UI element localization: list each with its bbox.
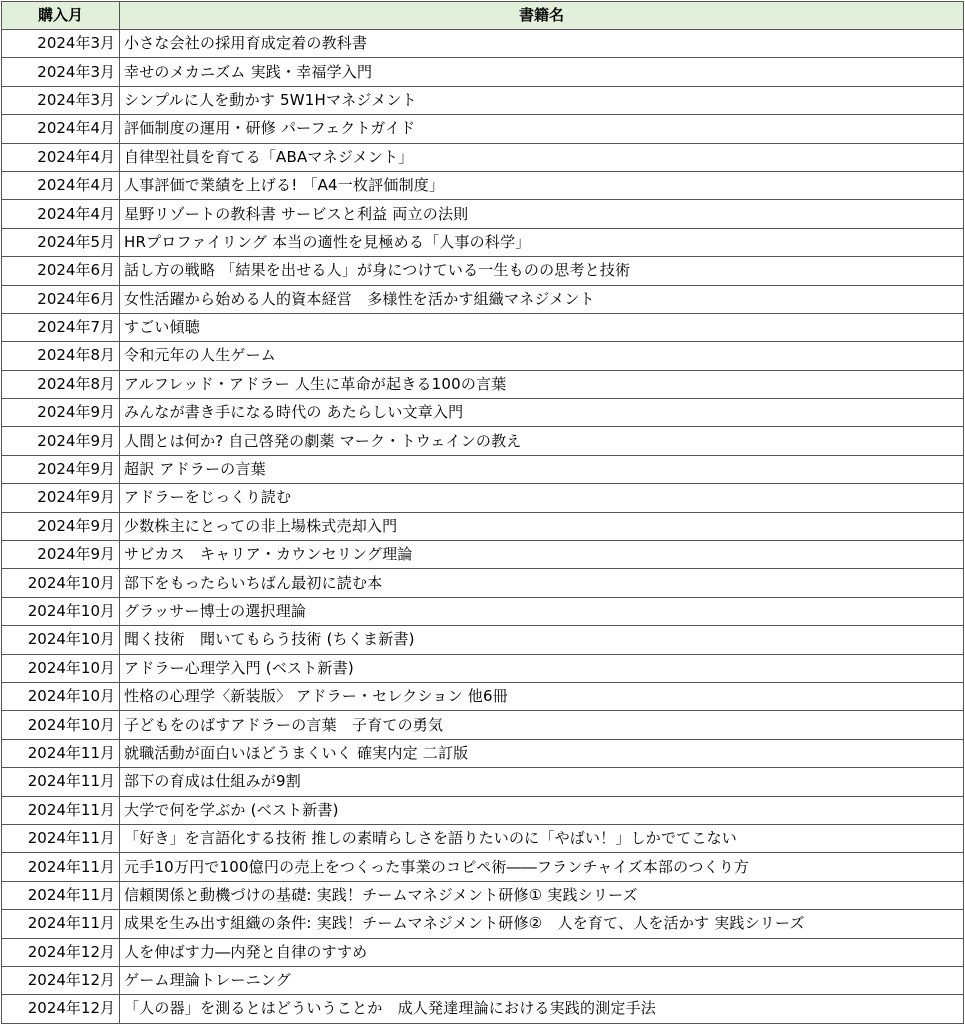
purchase-month-cell: 2024年3月	[2, 86, 120, 114]
purchase-month-cell: 2024年9月	[2, 455, 120, 483]
book-title-cell: 信頼関係と動機づけの基礎: 実践！チームマネジメント研修① 実践シリーズ	[120, 881, 964, 909]
purchase-month-cell: 2024年12月	[2, 966, 120, 994]
purchase-month-cell: 2024年10月	[2, 654, 120, 682]
purchase-month-cell: 2024年4月	[2, 171, 120, 199]
table-row	[2, 512, 964, 540]
purchase-month-cell: 2024年3月	[2, 30, 120, 58]
table-row	[2, 200, 964, 228]
purchase-month-cell: 2024年9月	[2, 541, 120, 569]
book-title-cell: みんなが書き手になる時代の あたらしい文章入門	[120, 399, 964, 427]
book-title-cell: 評価制度の運用・研修 パーフェクトガイド	[120, 115, 964, 143]
book-title-cell: 超訳 アドラーの言葉	[120, 455, 964, 483]
table-row	[2, 597, 964, 625]
book-title-cell: HRプロファイリング 本当の適性を見極める「人事の科学」	[120, 228, 964, 256]
table-row	[2, 796, 964, 824]
book-title-cell: 成果を生み出す組織の条件: 実践！チームマネジメント研修② 人を育て、人を活かす 実践シリーズ	[120, 910, 964, 938]
table-row	[2, 285, 964, 313]
purchase-month-cell: 2024年5月	[2, 228, 120, 256]
purchase-month-cell: 2024年8月	[2, 342, 120, 370]
purchase-month-cell: 2024年9月	[2, 399, 120, 427]
book-title-cell: 話し方の戦略 「結果を出せる人」が身につけている一生ものの思考と技術	[120, 257, 964, 285]
table-row	[2, 569, 964, 597]
purchase-month-cell: 2024年6月	[2, 285, 120, 313]
purchase-month-cell: 2024年11月	[2, 739, 120, 767]
book-title-cell: 「好き」を言語化する技術 推しの素晴らしさを語りたいのに「やばい！」しかでてこない	[120, 824, 964, 852]
table-row	[2, 427, 964, 455]
table-row	[2, 484, 964, 512]
table-row	[2, 938, 964, 966]
purchase-month-cell: 2024年3月	[2, 58, 120, 86]
book-title-cell: 子どもをのばすアドラーの言葉 子育ての勇気	[120, 711, 964, 739]
table-row	[2, 370, 964, 398]
table-row	[2, 30, 964, 58]
purchase-month-cell: 2024年11月	[2, 824, 120, 852]
book-title-cell: 人を伸ばす力―内発と自律のすすめ	[120, 938, 964, 966]
purchase-month-cell: 2024年12月	[2, 995, 120, 1023]
table-row	[2, 881, 964, 909]
book-title-cell: 部下の育成は仕組みが9割	[120, 768, 964, 796]
book-title-cell: シンプルに人を動かす 5W1Hマネジメント	[120, 86, 964, 114]
table-row	[2, 853, 964, 881]
book-title-cell: 人間とは何か? 自己啓発の劇薬 マーク・トウェインの教え	[120, 427, 964, 455]
book-title-cell: 令和元年の人生ゲーム	[120, 342, 964, 370]
table-row	[2, 342, 964, 370]
table-row	[2, 58, 964, 86]
table-row	[2, 626, 964, 654]
book-title-cell: 部下をもったらいちばん最初に読む本	[120, 569, 964, 597]
purchase-month-cell: 2024年10月	[2, 626, 120, 654]
table-row	[2, 399, 964, 427]
table-row	[2, 313, 964, 341]
purchase-month-cell: 2024年10月	[2, 682, 120, 710]
book-title-cell: アドラー心理学入門 (ベスト新書)	[120, 654, 964, 682]
table-row	[2, 541, 964, 569]
book-title-cell: 幸せのメカニズム 実践・幸福学入門	[120, 58, 964, 86]
table-row	[2, 228, 964, 256]
table-row	[2, 143, 964, 171]
table-row	[2, 682, 964, 710]
purchase-month-cell: 2024年11月	[2, 881, 120, 909]
purchase-month-cell: 2024年7月	[2, 313, 120, 341]
book-title-cell: 自律型社員を育てる「ABAマネジメント」	[120, 143, 964, 171]
header-row	[2, 2, 964, 30]
purchase-month-cell: 2024年9月	[2, 512, 120, 540]
table-row	[2, 257, 964, 285]
purchase-month-cell: 2024年10月	[2, 597, 120, 625]
book-title-cell: 星野リゾートの教科書 サービスと利益 両立の法則	[120, 200, 964, 228]
purchase-month-cell: 2024年11月	[2, 768, 120, 796]
book-title-cell: 人事評価で業績を上げる! 「A4一枚評価制度」	[120, 171, 964, 199]
book-title-cell: ゲーム理論トレーニング	[120, 966, 964, 994]
book-title-cell: 就職活動が面白いほどうまくいく 確実内定 二訂版	[120, 739, 964, 767]
purchase-month-cell: 2024年8月	[2, 370, 120, 398]
table-row	[2, 115, 964, 143]
book-purchase-table	[1, 1, 964, 1024]
purchase-month-cell: 2024年12月	[2, 938, 120, 966]
book-title-cell: 「人の器」を測るとはどういうことか 成人発達理論における実践的測定手法	[120, 995, 964, 1023]
table-row	[2, 824, 964, 852]
table-row	[2, 171, 964, 199]
table-row	[2, 654, 964, 682]
purchase-month-cell: 2024年10月	[2, 569, 120, 597]
book-title-cell: 大学で何を学ぶか (ベスト新書)	[120, 796, 964, 824]
header-purchase-month: 購入月	[2, 2, 120, 30]
table-row	[2, 768, 964, 796]
purchase-month-cell: 2024年11月	[2, 796, 120, 824]
purchase-month-cell: 2024年4月	[2, 200, 120, 228]
header-book-title: 書籍名	[120, 2, 964, 30]
table-row	[2, 910, 964, 938]
book-title-cell: 女性活躍から始める人的資本経営 多様性を活かす組織マネジメント	[120, 285, 964, 313]
book-title-cell: 少数株主にとっての非上場株式売却入門	[120, 512, 964, 540]
purchase-month-cell: 2024年11月	[2, 853, 120, 881]
book-title-cell: サビカス キャリア・カウンセリング理論	[120, 541, 964, 569]
purchase-month-cell: 2024年10月	[2, 711, 120, 739]
table-row	[2, 995, 964, 1023]
book-title-cell: 小さな会社の採用育成定着の教科書	[120, 30, 964, 58]
purchase-month-cell: 2024年4月	[2, 143, 120, 171]
book-title-cell: 元手10万円で100億円の売上をつくった事業のコピペ術――フランチャイズ本部のつくり方	[120, 853, 964, 881]
table-row	[2, 739, 964, 767]
book-title-cell: すごい傾聴	[120, 313, 964, 341]
purchase-month-cell: 2024年4月	[2, 115, 120, 143]
table-row	[2, 966, 964, 994]
book-title-cell: グラッサー博士の選択理論	[120, 597, 964, 625]
table-body	[2, 30, 964, 1024]
book-title-cell: アルフレッド・アドラー 人生に革命が起きる100の言葉	[120, 370, 964, 398]
purchase-month-cell: 2024年6月	[2, 257, 120, 285]
table-row	[2, 455, 964, 483]
book-title-cell: 聞く技術 聞いてもらう技術 (ちくま新書)	[120, 626, 964, 654]
table-row	[2, 86, 964, 114]
book-title-cell: アドラーをじっくり読む	[120, 484, 964, 512]
purchase-month-cell: 2024年11月	[2, 910, 120, 938]
book-title-cell: 性格の心理学〈新装版〉 アドラー・セレクション 他6冊	[120, 682, 964, 710]
purchase-month-cell: 2024年9月	[2, 484, 120, 512]
table-row	[2, 711, 964, 739]
purchase-month-cell: 2024年9月	[2, 427, 120, 455]
